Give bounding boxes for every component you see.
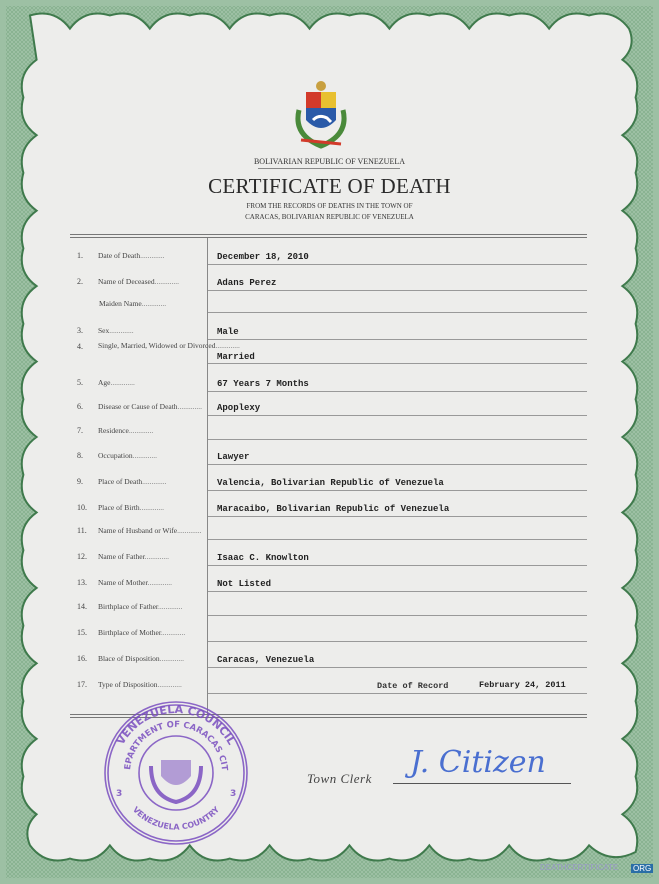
field-value: Married xyxy=(217,352,255,362)
date-of-record-value: February 24, 2011 xyxy=(479,680,566,690)
field-row xyxy=(0,503,659,523)
field-number: 11. xyxy=(77,526,87,535)
field-number: 13. xyxy=(77,578,87,587)
field-number: 7. xyxy=(77,426,83,435)
field-number: 16. xyxy=(77,654,87,663)
field-row xyxy=(0,341,659,361)
field-label: Name of Father............. xyxy=(98,552,170,561)
field-label: Birthplace of Mother............. xyxy=(98,628,186,637)
field-number: 15. xyxy=(77,628,87,637)
field-label: Name of Husband or Wife............. xyxy=(98,526,202,535)
field-number: 5. xyxy=(77,378,83,387)
field-row xyxy=(0,299,659,319)
field-label: Place of Death............. xyxy=(98,477,167,486)
field-label: Date of Death............. xyxy=(98,251,165,260)
field-label: Occupation............. xyxy=(98,451,157,460)
field-number: 6. xyxy=(77,402,83,411)
field-value: Apoplexy xyxy=(217,403,261,413)
field-row xyxy=(0,277,659,297)
field-number: 4. xyxy=(77,342,83,351)
field-value: December 18, 2010 xyxy=(217,252,309,262)
field-label: Residence............. xyxy=(98,426,154,435)
field-value: Maracaibo, Bolivarian Republic of Venezuela xyxy=(217,504,450,514)
watermark-badge: ORG xyxy=(633,864,652,873)
subtitle-2: CARACAS, BOLIVARIAN REPUBLIC OF VENEZUELA xyxy=(245,213,414,221)
field-value: Caracas, Venezuela xyxy=(217,655,315,665)
field-row xyxy=(0,378,659,398)
field-value: Valencia, Bolivarian Republic of Venezuela xyxy=(217,478,444,488)
field-row xyxy=(0,578,659,598)
field-row xyxy=(0,654,659,674)
svg-text:VENEZUELA COUNCIL: VENEZUELA COUNCIL xyxy=(113,702,239,748)
field-number: 3. xyxy=(77,326,83,335)
field-row xyxy=(0,251,659,271)
field-value: Isaac C. Knowlton xyxy=(217,553,309,563)
field-label: Disease or Cause of Death............. xyxy=(98,402,202,411)
subtitle-1: FROM THE RECORDS OF DEATHS IN THE TOWN OF xyxy=(246,202,413,210)
field-number: 2. xyxy=(77,277,83,286)
page-title: CERTIFICATE OF DEATH xyxy=(208,174,451,198)
clerk-signature: J. Citizen xyxy=(410,745,546,780)
field-number: 12. xyxy=(77,552,87,561)
field-number: 10. xyxy=(77,503,87,512)
svg-text:3: 3 xyxy=(116,789,123,799)
field-row xyxy=(0,426,659,446)
field-label: Sex............. xyxy=(98,326,134,335)
field-number: 14. xyxy=(77,602,87,611)
date-of-record-label: Date of Record xyxy=(377,681,449,691)
field-label: Blace of Disposition............. xyxy=(98,654,185,663)
watermark: DEATHCERTIFICATE xyxy=(540,863,619,872)
field-number: 9. xyxy=(77,477,83,486)
field-value: Adans Perez xyxy=(217,278,277,288)
official-seal xyxy=(103,700,249,846)
field-label: Place of Birth............. xyxy=(98,503,165,512)
field-label: Type of Disposition............. xyxy=(98,680,182,689)
field-number: 1. xyxy=(77,251,83,260)
field-value: Male xyxy=(217,327,239,337)
field-row xyxy=(0,451,659,471)
svg-text:VENEZUELA COUNTRY: VENEZUELA COUNTRY xyxy=(130,804,222,832)
field-row xyxy=(0,477,659,497)
field-value: 67 Years 7 Months xyxy=(217,379,309,389)
field-label: Name of Deceased............. xyxy=(98,277,180,286)
field-row xyxy=(0,552,659,572)
field-label: Maiden Name............. xyxy=(99,299,167,308)
field-number: 17. xyxy=(77,680,87,689)
town-clerk-label: Town Clerk xyxy=(307,771,372,786)
country-name: BOLIVARIAN REPUBLIC OF VENEZUELA xyxy=(253,157,406,166)
field-value: Lawyer xyxy=(217,452,250,462)
field-label: Name of Mother............. xyxy=(98,578,172,587)
field-row xyxy=(0,602,659,622)
field-row xyxy=(0,526,659,546)
svg-text:DEPARTMENT OF CARACAS CITY: EPARTMENT OF CARACAS CIT xyxy=(123,719,230,772)
field-row xyxy=(0,402,659,422)
field-label: Birthplace of Father............. xyxy=(98,602,183,611)
svg-text:3: 3 xyxy=(230,789,237,799)
coat-of-arms-icon xyxy=(293,80,349,150)
field-row xyxy=(0,628,659,648)
field-label: Age............. xyxy=(98,378,135,387)
field-value: Not Listed xyxy=(217,579,272,589)
field-label: Single, Married, Widowed or Divorced............. xyxy=(98,341,240,350)
field-number: 8. xyxy=(77,451,83,460)
